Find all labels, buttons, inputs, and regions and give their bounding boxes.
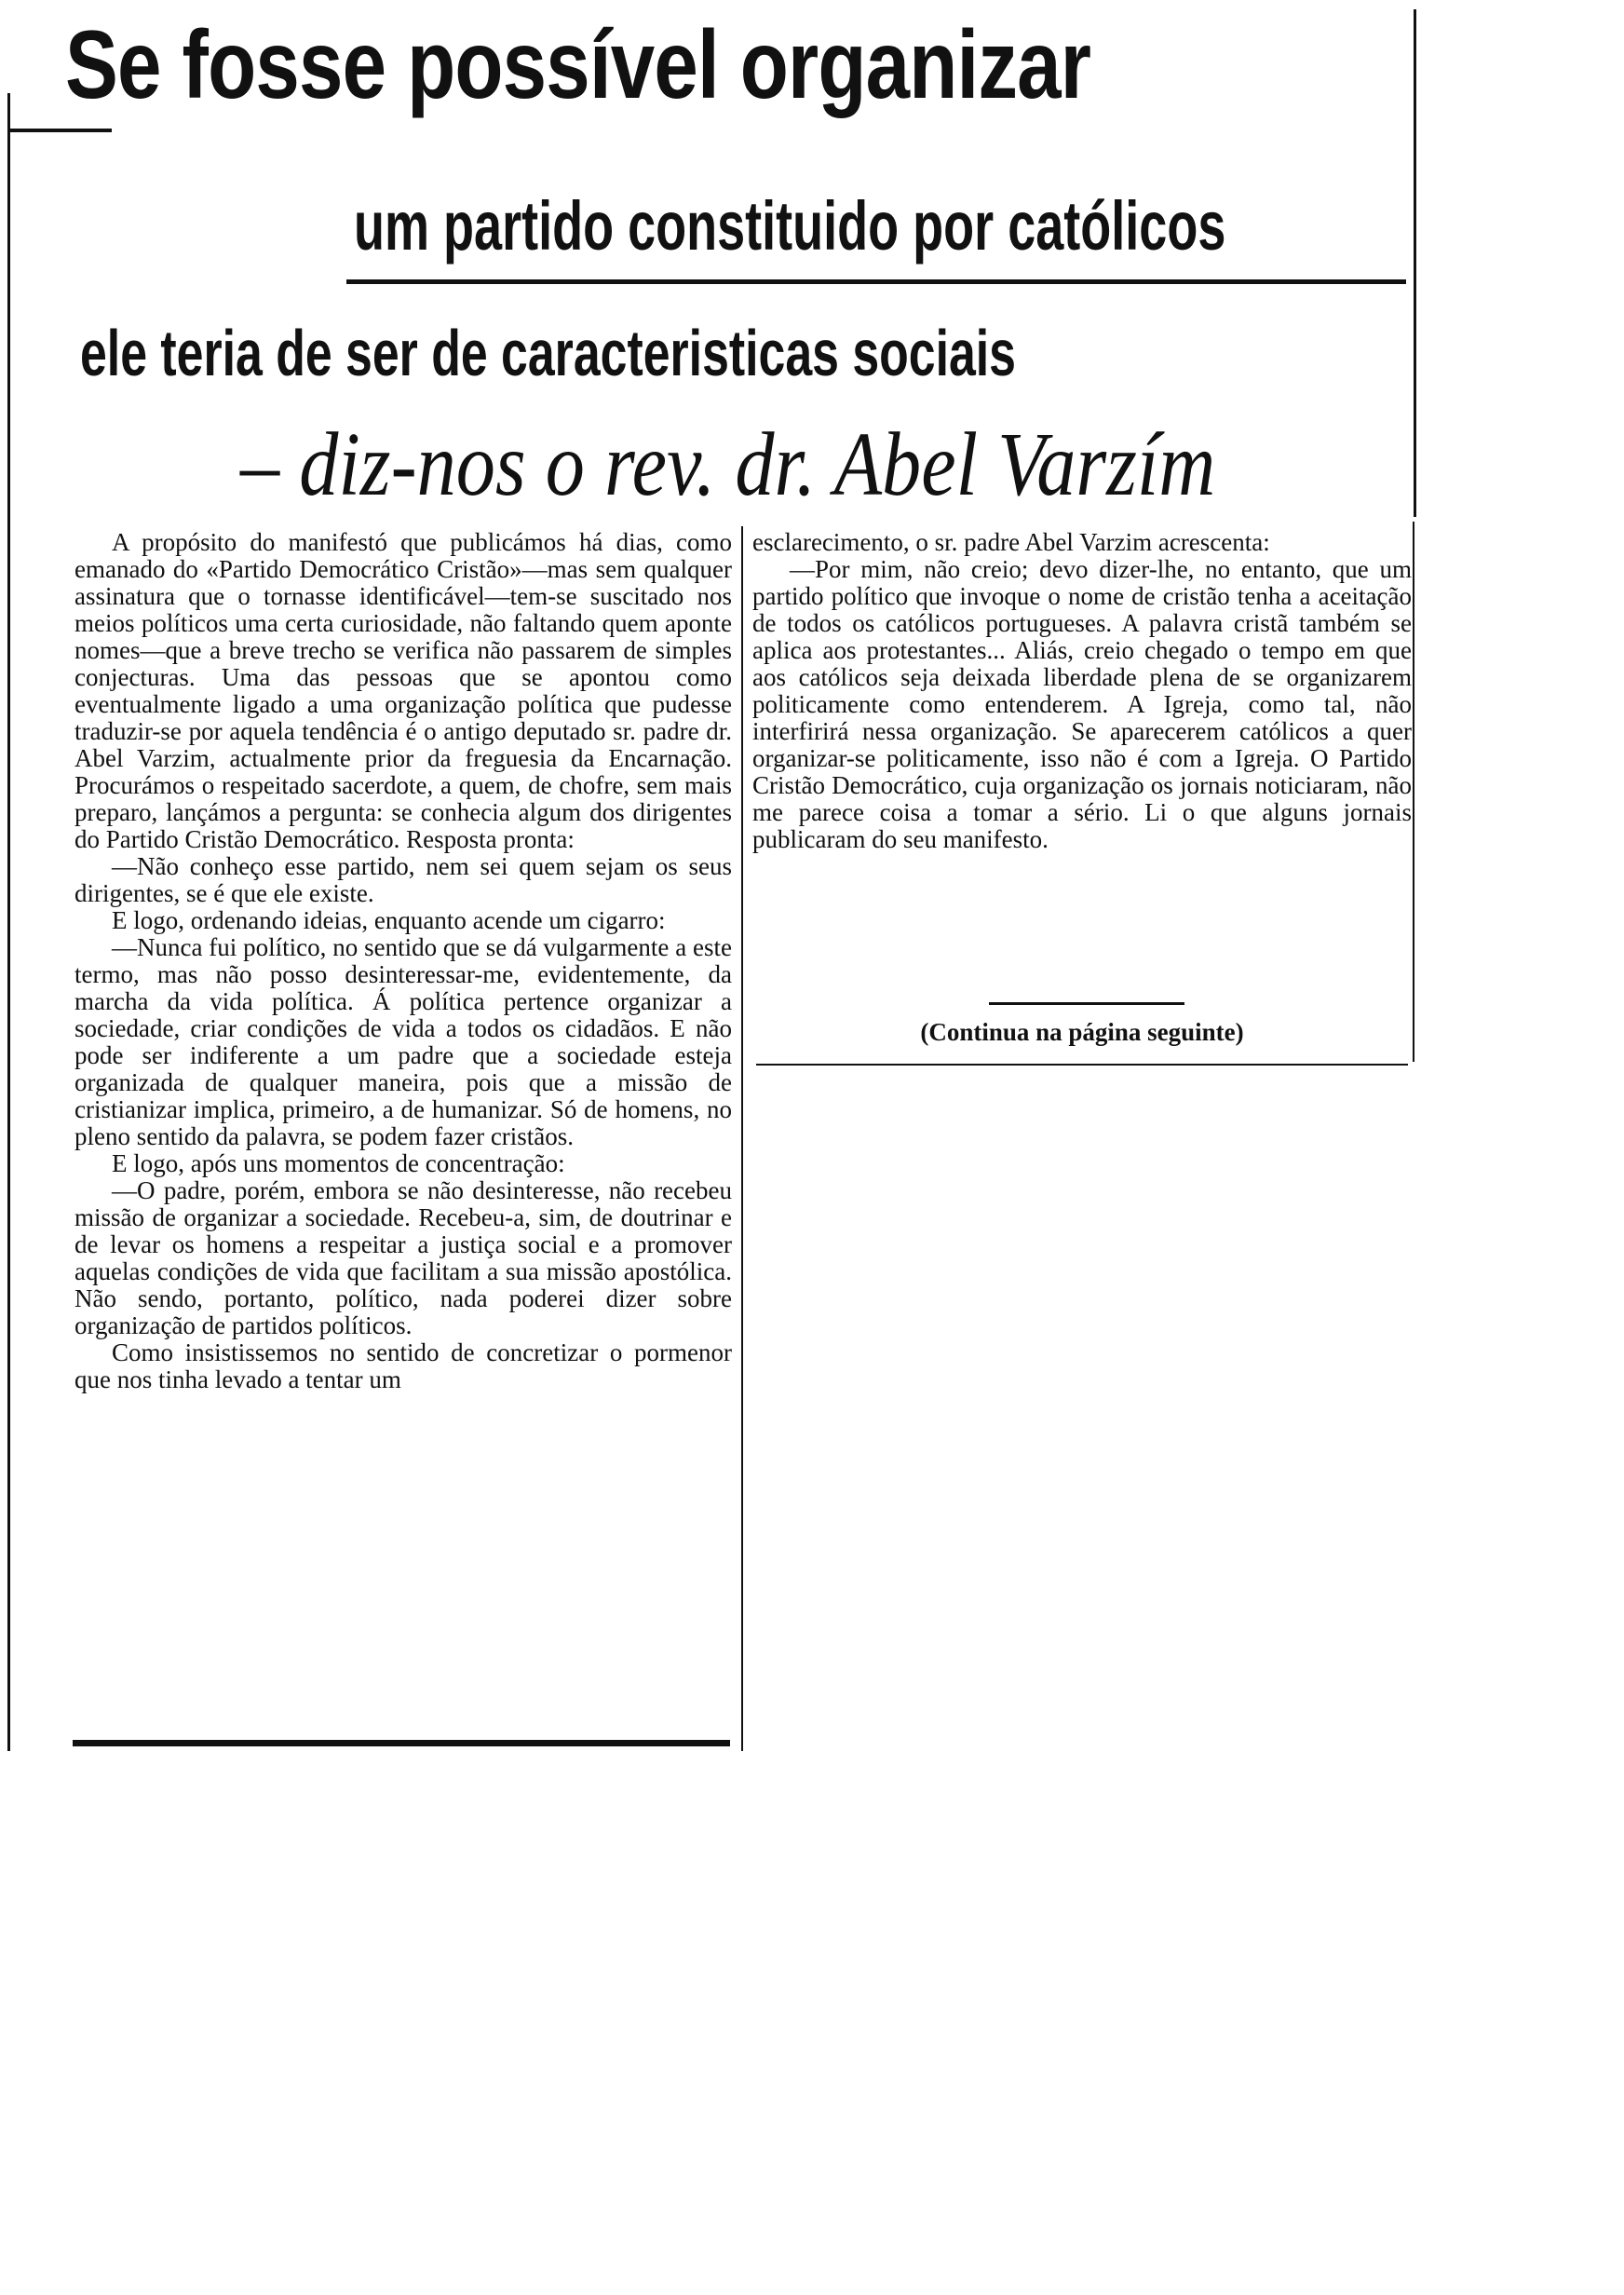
continuation-note: (Continua na página seguinte) xyxy=(920,1018,1244,1046)
continuation-bottom-rule xyxy=(756,1064,1408,1066)
left-margin-line xyxy=(7,93,10,1751)
paragraph: E logo, após uns momentos de concentração: xyxy=(112,1149,565,1177)
paragraph: —Não conheço esse partido, nem sei quem sejam os seus dirigentes, se é que ele existe. xyxy=(74,852,732,907)
headline-line-2: um partido constituido por católicos xyxy=(354,187,1226,265)
headline-line-3: ele teria de ser de caracteristicas sociais xyxy=(80,317,1017,389)
paragraph: —O padre, porém, embora se não desinteresse, não recebeu missão de organizar a sociedade. Recebeu-a, sim, de doutrinar e de levar os homens a respeitar a justiça social e a promover aquelas condições de vida que facilitam a sua missão apostólica. Não sendo, portanto, político, nada poderei dizer sobre organização de partidos políticos. xyxy=(74,1176,732,1339)
right-margin-line-body xyxy=(1413,522,1414,1062)
continuation-top-rule xyxy=(989,1002,1184,1005)
right-margin-line-top xyxy=(1414,9,1416,517)
headline-line-1: Se fosse possível organizar xyxy=(65,11,1091,119)
column-1-bottom-rule xyxy=(73,1740,730,1746)
article-column-1 xyxy=(74,529,732,1393)
paragraph: Como insistissemos no sentido de concretizar o pormenor que nos tinha levado a tentar um xyxy=(74,1338,732,1393)
article-column-2 xyxy=(752,529,1412,853)
headline-line-4: – diz-nos o rev. dr. Abel Varzím xyxy=(240,414,1216,515)
paragraph: —Nunca fui político, no sentido que se dá vulgarmente a este termo, mas não posso desinteressar-me, evidentemente, da marcha da vida política. Á política pertence organizar a sociedade, criar condições de vida a todos os cidadãos. E não pode ser indiferente a um padre que a sociedade esteja organizada de qualquer maneira, pois que a missão de cristianizar implica, primeiro, a de humanizar. Só de homens, no pleno sentido da palavra, se podem fazer cristãos. xyxy=(74,933,732,1150)
headline-underline xyxy=(346,279,1406,284)
paragraph: E logo, ordenando ideias, enquanto acende um cigarro: xyxy=(112,906,666,934)
paragraph: esclarecimento, o sr. padre Abel Varzim acrescenta: xyxy=(752,528,1270,556)
paragraph: —Por mim, não creio; devo dizer-lhe, no entanto, que um partido político que invoque o nome de cristão tenha a aceitação de todos os católicos portugueses. A palavra cristã também se aplica aos protestantes... Aliás, creio chegado o tempo em que aos católicos seja deixada liberdade plena de se organizarem politicamente como entenderem. A Igreja, como tal, não interfirirá nessa organização. Se aparecerem católicos a quer organizar-se politicamente, isso não é com a Igreja. O Partido Cristão Democrático, cuja organização os jornais noticiaram, não me parece coisa a tomar a sério. Li o que alguns jornais publicaram do seu manifesto. xyxy=(752,555,1412,853)
paragraph: A propósito do manifestó que publicámos há dias, como emanado do «Partido Democrático Cristão»—mas sem qualquer assinatura que o tornasse identificável—tem-se suscitado nos meios políticos uma certa curiosidade, não faltando quem aponte nomes—que a breve trecho se verifica não passarem de simples conjecturas. Uma das pessoas que se apontou como eventualmente ligado a uma organização política que pudesse traduzir-se por aquela tendência é o antigo deputado sr. padre dr. Abel Varzim, actualmente prior da freguesia da Encarnação. Procurámos o respeitado sacerdote, a quem, de chofre, sem mais preparo, lançámos a pergunta: se conhecia algum dos dirigentes do Partido Cristão Democrático. Resposta pronta: xyxy=(74,528,732,853)
headline-left-stroke xyxy=(9,129,112,132)
column-separator xyxy=(741,526,743,1751)
